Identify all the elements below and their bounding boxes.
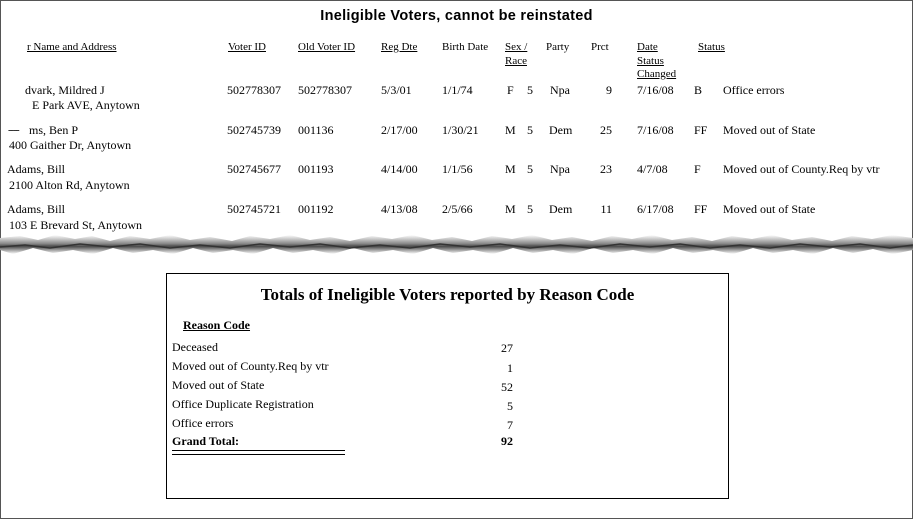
row-0-birth-date: 1/1/74 <box>442 83 473 97</box>
row-3-status-code: FF <box>694 202 708 216</box>
row-2-status-code: F <box>694 162 701 176</box>
reason-count-office-errors: 7 <box>507 418 513 432</box>
reason-count-deceased: 27 <box>501 341 513 355</box>
row-2-reg-dte: 4/14/00 <box>381 162 418 176</box>
grand-total-label: Grand Total: <box>172 434 240 448</box>
header-date-changed: Changed <box>637 68 677 80</box>
row-0-status-code: B <box>694 83 703 97</box>
row-2-prct: 23 <box>600 162 612 176</box>
reason-code-header: Reason Code <box>183 318 251 332</box>
grand-total-value: 92 <box>501 434 513 448</box>
row-0-reg-dte: 5/3/01 <box>381 83 412 97</box>
row-0-prct: 9 <box>606 83 612 97</box>
row-3-name: Adams, Bill <box>7 202 66 216</box>
header-birth-date: Birth Date <box>442 41 489 53</box>
row-1-address: 400 Gaither Dr, Anytown <box>9 138 132 152</box>
reason-label-office-errors: Office errors <box>172 416 234 430</box>
row-1-prct: 25 <box>600 123 612 137</box>
totals-title: Totals of Ineligible Voters reported by Reason Code <box>260 285 635 304</box>
reason-label-deceased: Deceased <box>172 340 218 354</box>
row-1-party: Dem <box>549 123 573 137</box>
row-2-status-desc: Moved out of County.Req by vtr <box>723 162 880 176</box>
row-2-date-status-changed: 4/7/08 <box>637 162 668 176</box>
row-3-sex: M <box>505 202 516 216</box>
row-3-status-desc: Moved out of State <box>723 202 816 216</box>
row-1-name: ms, Ben P <box>29 123 79 137</box>
row-0-party: Npa <box>550 83 570 97</box>
row-1-status-desc: Moved out of State <box>723 123 816 137</box>
row-0-name: dvark, Mildred J <box>25 83 105 97</box>
row-3-birth-date: 2/5/66 <box>442 202 473 216</box>
row-0-race: 5 <box>527 83 533 97</box>
row-0-old-voter-id: 502778307 <box>298 83 352 97</box>
report-title: Ineligible Voters, cannot be reinstated <box>320 8 593 24</box>
row-2-name: Adams, Bill <box>7 162 66 176</box>
header-status: Status <box>698 41 725 53</box>
row-3-voter-id: 502745721 <box>227 202 281 216</box>
row-1-birth-date: 1/30/21 <box>442 123 479 137</box>
row-1-old-voter-id: 001136 <box>298 123 334 137</box>
reason-label-duplicate: Office Duplicate Registration <box>172 397 314 411</box>
reason-label-moved-county: Moved out of County.Req by vtr <box>172 359 329 373</box>
row-1-date-status-changed: 7/16/08 <box>637 123 674 137</box>
header-prct: Prct <box>591 41 609 53</box>
torn-edge-divider <box>0 232 913 258</box>
header-name-address: r Name and Address <box>27 41 117 53</box>
header-old-voter-id: Old Voter ID <box>298 41 356 53</box>
reason-label-moved-state: Moved out of State <box>172 378 265 392</box>
row-1-voter-id: 502745739 <box>227 123 281 137</box>
row-1-name-prefix: ---- <box>8 124 19 136</box>
row-2-old-voter-id: 001193 <box>298 162 334 176</box>
row-3-race: 5 <box>527 202 533 216</box>
row-3-old-voter-id: 001192 <box>298 202 334 216</box>
row-2-address: 2100 Alton Rd, Anytown <box>9 178 130 192</box>
header-reg-dte: Reg Dte <box>381 41 418 53</box>
totals-box <box>166 273 729 499</box>
row-1-sex: M <box>505 123 516 137</box>
row-0-sex: F <box>507 83 514 97</box>
grand-total-double-rule <box>172 450 345 455</box>
row-2-voter-id: 502745677 <box>227 162 281 176</box>
row-2-birth-date: 1/1/56 <box>442 162 473 176</box>
reason-count-moved-state: 52 <box>501 380 513 394</box>
row-3-prct: 11 <box>600 202 612 216</box>
row-1-reg-dte: 2/17/00 <box>381 123 418 137</box>
row-2-party: Npa <box>550 162 570 176</box>
header-date: Date <box>637 41 658 53</box>
reason-count-moved-county: 1 <box>507 361 513 375</box>
row-3-date-status-changed: 6/17/08 <box>637 202 674 216</box>
row-1-race: 5 <box>527 123 533 137</box>
row-3-address: 103 E Brevard St, Anytown <box>9 218 142 232</box>
header-sex: Sex / <box>505 41 528 53</box>
row-1-status-code: FF <box>694 123 708 137</box>
header-date-status: Status <box>637 55 664 67</box>
reason-count-duplicate: 5 <box>507 399 513 413</box>
row-0-voter-id: 502778307 <box>227 83 281 97</box>
header-race: Race <box>505 55 527 67</box>
row-2-race: 5 <box>527 162 533 176</box>
row-2-sex: M <box>505 162 516 176</box>
row-3-reg-dte: 4/13/08 <box>381 202 418 216</box>
row-0-status-desc: Office errors <box>723 83 785 97</box>
header-party: Party <box>546 41 570 53</box>
row-0-date-status-changed: 7/16/08 <box>637 83 674 97</box>
header-voter-id: Voter ID <box>228 41 266 53</box>
row-3-party: Dem <box>549 202 573 216</box>
row-0-address: E Park AVE, Anytown <box>32 98 140 112</box>
